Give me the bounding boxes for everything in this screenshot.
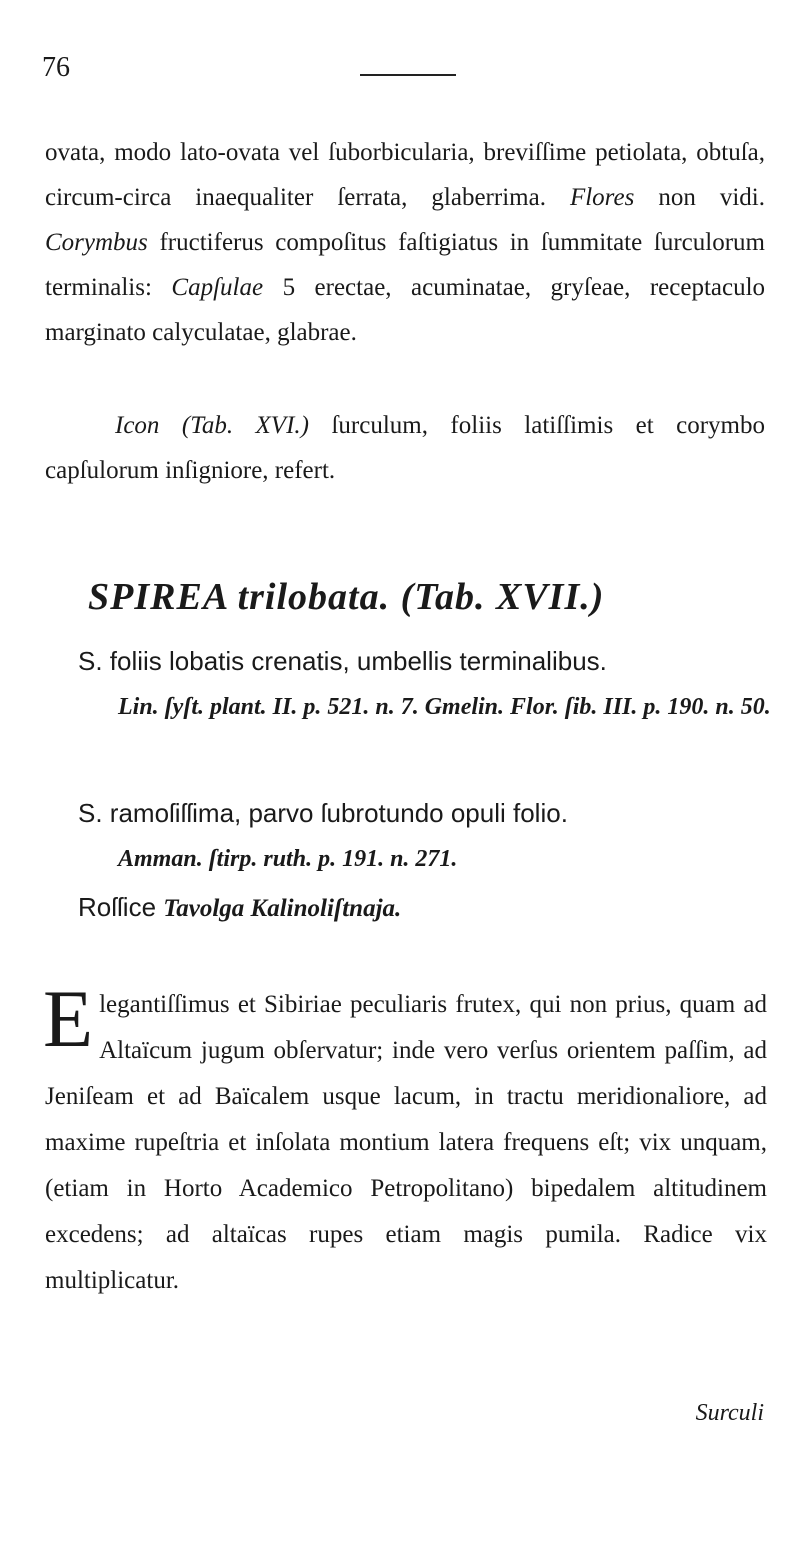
paragraph-text: non vidi. [658, 184, 765, 211]
drop-cap: E [43, 973, 94, 1064]
russian-name: Tavolga Kalinoliſtnaja. [163, 895, 402, 922]
russian-prefix: Roſſice [78, 892, 157, 922]
page-header [42, 52, 762, 92]
species-tab-reference: (Tab. XVII.) [400, 576, 605, 618]
synonym-text: S. foliis lobatis crenatis, umbellis terminalibus. [78, 646, 607, 676]
synonym-text: S. ramoſiſſima, parvo ſubrotundo opuli folio. [78, 798, 568, 828]
capsulae-label: Capſulae [171, 274, 264, 301]
page-number: 76 [42, 52, 70, 83]
synonym-reference: Amman. ſtirp. ruth. p. 191. n. 271. [118, 846, 458, 872]
paragraph-text: 5 erectae, acuminatae, gryſeae, receptaculo marginato calyculatae, glabrae. [45, 274, 766, 346]
synonym-amman [78, 790, 778, 882]
russian-name-line [78, 884, 778, 932]
paragraph-text: fructiferus compoſitus faſtigiatus in ſummitate ſurculorum terminalis: [45, 229, 765, 301]
header-rule [360, 74, 456, 76]
icon-label: Icon [115, 412, 160, 439]
species-heading [88, 575, 788, 619]
species-epithet: trilobata. [237, 576, 391, 618]
synonym-linnaeus [78, 638, 778, 730]
catchword: Surculi [695, 1400, 764, 1426]
corymbus-label: Corymbus [45, 229, 148, 256]
flores-label: Flores [569, 184, 635, 211]
description-text: legantiſſimus et Sibiriae peculiaris frutex, qui non prius, quam ad Altaïcum jugum obſervatur; inde vero verſus orientem paſſim, ad Jeniſeam et ad Baïcalem usque lacum, in tractu meridionaliore, ad maxime rupeſtria et inſolata montium latera frequens eſt; vix unquam, (etiam in Horto Academico Petropolitano) bipedalem altitudinem excedens; ad altaïcas rupes etiam magis pumila. Radice vix multiplicatur. [45, 991, 767, 1294]
description-paragraph [43, 973, 767, 1304]
synonym-reference: Lin. ſyſt. plant. II. p. 521. n. 7. Gmelin. Flor. ſib. III. p. 190. n. 50. [118, 694, 771, 720]
tab-reference: (Tab. XVI.) [181, 412, 309, 439]
paragraph-text: ovata, modo lato-ovata vel ſuborbicularia, breviſſime petiolata, obtuſa, circum-circa inaequaliter ſerrata, glaberrima. [45, 139, 765, 211]
icon-paragraph [45, 403, 765, 493]
paragraph-text: ſurculum, foliis latiſſimis et corymbo capſulorum inſigniore, refert. [45, 412, 766, 484]
genus-name: SPIREA [88, 576, 228, 618]
paragraph-continued [45, 130, 765, 355]
